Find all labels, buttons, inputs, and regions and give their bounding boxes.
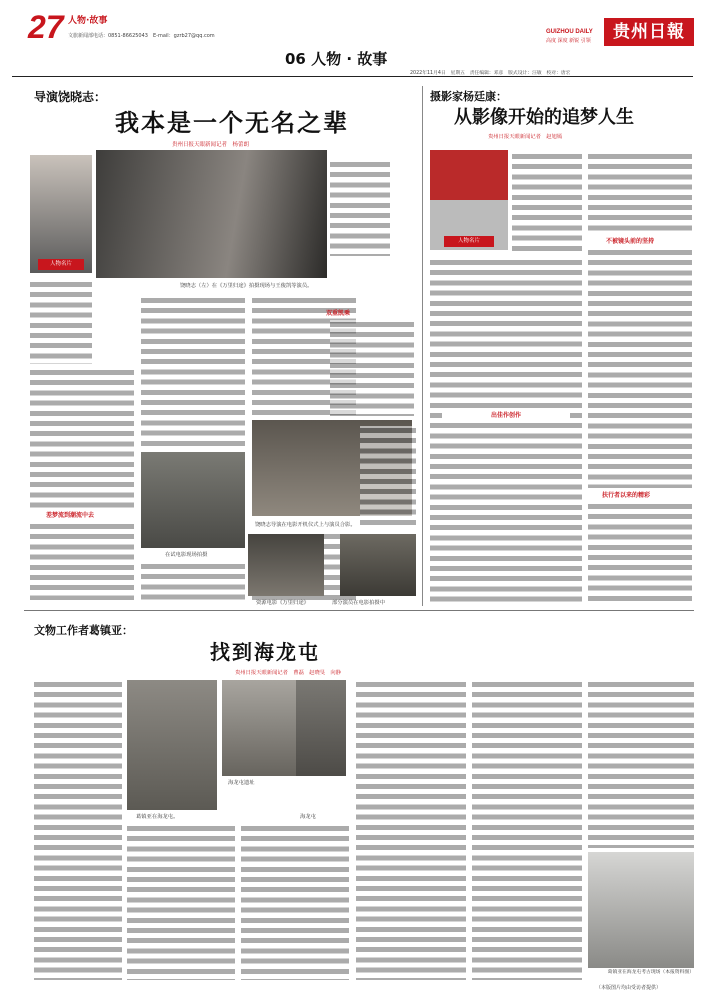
article1-photo-portrait bbox=[30, 155, 92, 273]
article3-caption2: 海龙屯遗址 bbox=[228, 780, 255, 786]
section-banner: 06 人物 · 故事 bbox=[285, 50, 388, 68]
article3-caption4: 葛镇亚在海龙屯考古现场（本报资料图） bbox=[607, 970, 694, 975]
header-rule bbox=[12, 76, 693, 77]
article2-photo-portrait bbox=[430, 150, 508, 250]
column-divider bbox=[422, 86, 423, 606]
brand-sub: 高度 深度 新锐 引领 bbox=[546, 38, 591, 44]
article3-caption1: 葛镇亚在海龙屯。 bbox=[136, 814, 179, 820]
article3-col6 bbox=[588, 680, 694, 848]
article1-caption3: 资源电影《万里归途》 bbox=[256, 600, 309, 606]
section-rule bbox=[24, 610, 694, 611]
date-line: 2022年11月4日 星期五 责任编辑：邓彦 版式设计：汪敏 校对：唐宏 bbox=[410, 71, 571, 76]
article3-col2 bbox=[127, 824, 235, 980]
article1-kicker: 导演饶晓志： bbox=[34, 90, 107, 104]
article3-col1 bbox=[34, 680, 122, 980]
article3-col3 bbox=[241, 824, 349, 980]
article1-byline: 贵州日报天眼新闻记者 杨蕾朗 bbox=[172, 142, 250, 148]
article2-subhead1: 不被镜头前的坚持 bbox=[606, 238, 655, 245]
article2-subhead3: 扶行者以来的精彩 bbox=[602, 492, 651, 499]
article3-col4 bbox=[356, 680, 466, 980]
article2-byline: 贵州日报天眼新闻记者 赵旭嫣 bbox=[488, 134, 563, 140]
article1-col4 bbox=[330, 160, 390, 256]
article1-title: 我本是一个无名之辈 bbox=[115, 108, 349, 137]
article2-bio bbox=[512, 152, 582, 252]
article1-photo-main bbox=[96, 150, 327, 278]
article2-kicker: 摄影家杨廷康： bbox=[430, 90, 507, 103]
article2-subhead2: 出佳作创作 bbox=[442, 410, 570, 420]
article2-col2b bbox=[588, 248, 692, 488]
article2-col1 bbox=[430, 258, 582, 602]
article1-subhead2: 双重凯乘 bbox=[326, 310, 351, 317]
article1-photo-small bbox=[141, 452, 245, 548]
brand-en: GUIZHOU DAILY bbox=[546, 29, 593, 35]
article2-col2 bbox=[588, 152, 692, 232]
profile-tag: 人物名片 bbox=[38, 259, 84, 270]
contact-info: 文旅新闻部电话：0851-86625043 E-mail：gzrb27@qq.com bbox=[68, 33, 215, 39]
article1-photo-5 bbox=[340, 534, 416, 596]
article3-photo-3 bbox=[296, 680, 346, 776]
article3-col5 bbox=[472, 680, 582, 980]
article1-subhead1: 差梦流到潮流中去 bbox=[46, 512, 95, 519]
article1-col5 bbox=[360, 426, 416, 526]
article3-title: 找到海龙屯 bbox=[210, 640, 320, 664]
article1-caption2: 饶晓志导演在电影开机仪式上与演员合影。 bbox=[255, 522, 356, 528]
article3-caption3: 海龙屯 bbox=[300, 814, 316, 820]
profile-tag-2: 人物名片 bbox=[444, 236, 494, 247]
edition-label: 人物·故事 bbox=[68, 16, 108, 26]
article3-photo-4 bbox=[588, 852, 694, 968]
article3-kicker: 文物工作者葛镇亚： bbox=[34, 624, 133, 637]
article1-caption4: 部分演员在电影拍摄中 bbox=[332, 600, 385, 606]
article2-title: 从影像开始的追梦人生 bbox=[454, 107, 634, 128]
brand-logo: 贵州日報 bbox=[604, 18, 694, 46]
page-number: 27 bbox=[28, 9, 64, 45]
article3-end-note: （本版图片均由受访者提供） bbox=[596, 985, 662, 991]
article1-sec-caption: 在试电影现场拍摄 bbox=[165, 552, 208, 558]
article1-col4b bbox=[330, 320, 414, 416]
article1-photo-caption: 饶晓志（左）在《万里归途》拍摄现场与王俊凯等演员。 bbox=[180, 283, 313, 289]
article3-byline: 贵州日报天眼新闻记者 曹磊 赵晓旻 向静 bbox=[235, 670, 341, 676]
article1-col1c bbox=[30, 522, 134, 600]
article3-photo-1 bbox=[127, 680, 217, 810]
article1-col1 bbox=[30, 280, 92, 364]
article1-col1b bbox=[30, 368, 134, 508]
article1-col2b bbox=[141, 562, 245, 600]
article1-photo-4 bbox=[248, 534, 324, 596]
article1-col2 bbox=[141, 296, 245, 448]
article2-col2c bbox=[588, 502, 692, 602]
